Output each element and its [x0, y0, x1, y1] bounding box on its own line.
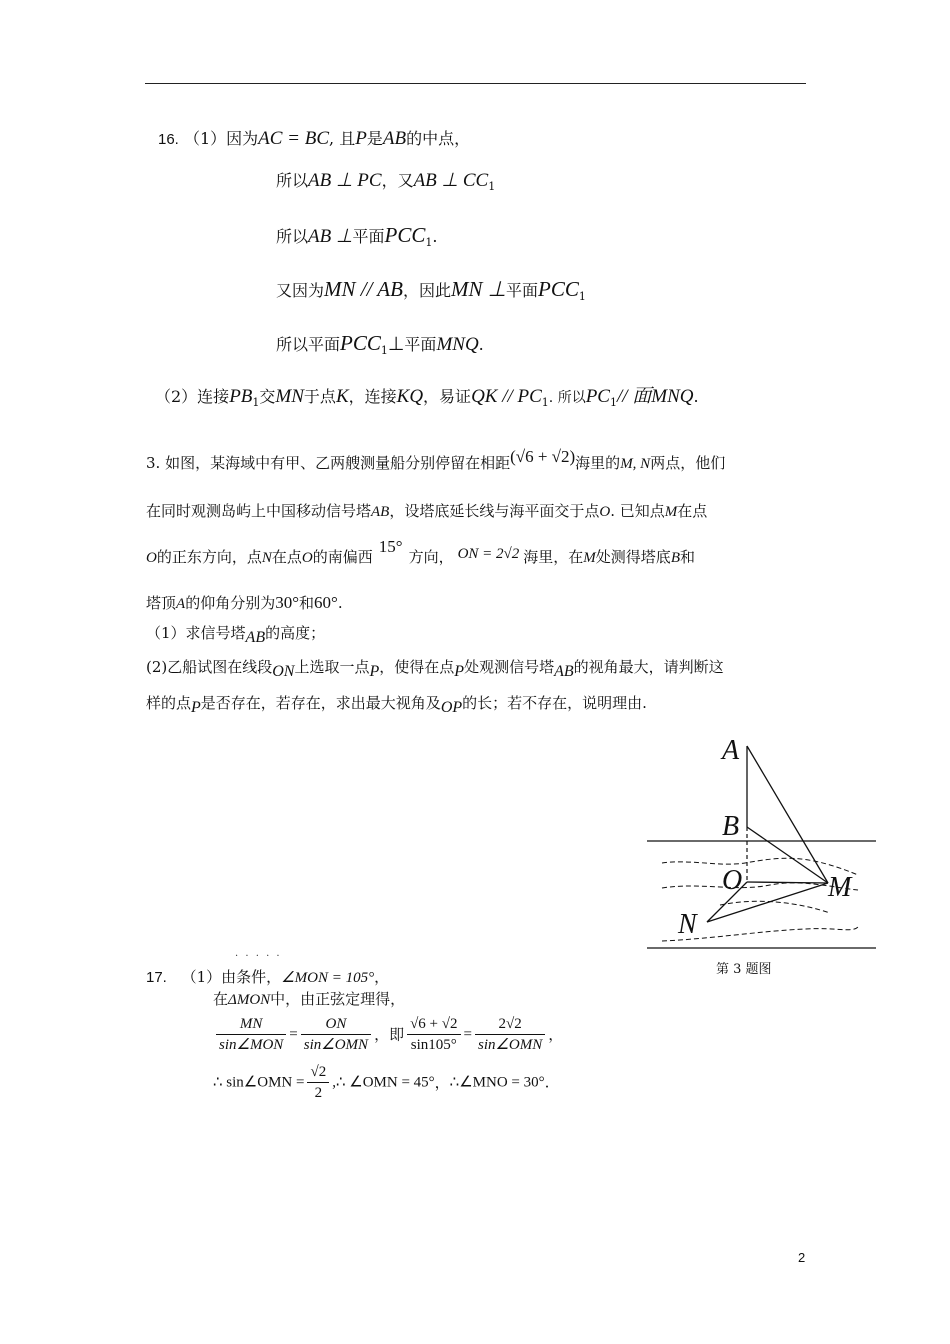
numerator: √2	[310, 1064, 327, 1080]
math: AB	[371, 504, 390, 520]
q3-line-7	[146, 692, 647, 715]
text: ，	[548, 1025, 564, 1044]
text: 所以	[276, 227, 309, 246]
text: （2）连接	[155, 387, 230, 406]
math: B	[670, 550, 680, 566]
dot-marks: . . . . .	[235, 948, 282, 959]
text: 样的点	[146, 694, 192, 712]
text: 3. 如图，某海域中有甲、乙两艘测量船分别停留在相距	[146, 454, 511, 472]
label-n: N	[678, 909, 697, 940]
q16-line-3	[276, 224, 437, 254]
q17-line-4	[213, 1062, 549, 1103]
text: 是	[366, 129, 383, 148]
geometry-figure	[640, 735, 880, 955]
text: ，易证	[423, 387, 472, 406]
denominator: sin105°	[407, 1034, 460, 1055]
subscript: 1	[488, 180, 496, 194]
text: 所以平面	[276, 335, 341, 354]
math: AB ⊥ CC	[413, 170, 489, 191]
text: 和	[299, 594, 315, 612]
q17-line-3	[213, 1014, 563, 1055]
math: MNQ	[651, 386, 694, 407]
math: AB ⊥ PC	[308, 170, 382, 191]
segment-am	[747, 746, 828, 883]
math: PCC	[340, 331, 381, 355]
q16-line-4	[276, 278, 586, 308]
math: MN // AB	[324, 277, 403, 301]
math: AB	[245, 629, 266, 646]
text: 的仰角分别为	[185, 594, 276, 612]
math: P	[355, 128, 367, 149]
segment-bm	[747, 827, 828, 883]
math: P	[369, 663, 380, 680]
math: M	[583, 550, 596, 566]
math: ΔMON	[228, 992, 271, 1008]
q3-line-6	[146, 656, 724, 679]
text: 是否存在，若存在，求出最大视角及	[200, 694, 441, 712]
math: KQ	[396, 386, 424, 407]
text: .	[478, 335, 484, 354]
math: O	[146, 550, 157, 566]
text: 中，由正弦定理得，	[270, 990, 406, 1008]
text: 在点	[677, 502, 708, 520]
q16-label: 16.	[158, 131, 179, 148]
numerator: √6 + √2	[410, 1016, 458, 1032]
math: M	[664, 504, 678, 520]
q17-line-1	[146, 966, 389, 989]
text: （1）由条件，	[181, 968, 282, 986]
math: AB	[554, 663, 574, 680]
math: A	[176, 596, 186, 612]
label-m: M	[828, 872, 852, 903]
text: ，连接	[348, 387, 397, 406]
math: MNQ	[436, 334, 479, 355]
text: 平面	[404, 335, 437, 354]
numerator: MN	[239, 1016, 263, 1032]
math: N	[261, 550, 272, 566]
fraction-2sqrt2-over-sin-omn	[475, 1014, 545, 1055]
subscript: 1	[425, 236, 433, 250]
q3-line-2	[146, 500, 707, 523]
text: 在点	[271, 548, 302, 566]
text: 海里，在	[523, 548, 584, 566]
q3-line-3	[146, 537, 695, 569]
math: ,∴ ∠OMN = 45°	[332, 1074, 435, 1091]
text: ，	[374, 968, 390, 986]
q16-line-6	[155, 386, 699, 414]
text: . 所以	[548, 390, 586, 406]
math: PB	[229, 386, 253, 407]
math: =	[463, 1026, 472, 1043]
math: M, N	[620, 456, 651, 472]
math: MN ⊥	[450, 277, 507, 301]
text: 的正东方向，点	[156, 548, 262, 566]
math: ON = 2√2	[457, 546, 520, 562]
text: 交	[259, 387, 276, 406]
math: ∠MON = 105°	[281, 970, 375, 986]
wave-curve-3	[720, 901, 830, 913]
text: ，	[434, 1073, 450, 1092]
q3-line-5	[146, 622, 325, 645]
text: ，使得在点	[379, 658, 455, 676]
math: K	[335, 386, 349, 407]
figure-caption: 第 3 题图	[716, 962, 772, 977]
denominator: sin∠OMN	[301, 1034, 371, 1055]
text: 海里的	[575, 454, 621, 472]
math: (√6 + √2)	[510, 447, 576, 466]
math: ∴∠MNO = 30°	[449, 1074, 545, 1091]
text: . 已知点	[610, 502, 665, 520]
math: =	[289, 1026, 298, 1043]
text: 于点	[303, 387, 336, 406]
subscript: 1	[578, 290, 586, 304]
text: 所以	[276, 171, 309, 190]
text: ，因此	[402, 281, 451, 300]
math: P	[191, 699, 201, 716]
text: ，即	[374, 1025, 405, 1044]
text: 和	[679, 548, 695, 566]
math: // 面	[616, 386, 652, 407]
math: QK // PC	[471, 386, 542, 407]
math: PC	[585, 386, 610, 407]
math: P	[454, 663, 465, 680]
text: 平面	[352, 227, 385, 246]
segment-om	[747, 882, 828, 883]
text: 的长；若不存在，说明理由.	[462, 694, 647, 712]
math: ON	[272, 663, 295, 680]
subscript: 1	[380, 344, 388, 358]
fraction-mn-over-sin-mon	[216, 1014, 286, 1055]
text: 上选取一点	[294, 658, 370, 676]
text: 在同时观测岛屿上中国移动信号塔	[146, 502, 372, 520]
math: O	[599, 504, 611, 520]
q3-line-1	[146, 447, 726, 475]
text: 两点，他们	[650, 454, 726, 472]
math: AB	[382, 128, 407, 149]
math: O	[301, 550, 313, 566]
text: 的视角最大，请判断这	[573, 658, 724, 676]
label-o: O	[722, 865, 743, 896]
text: .	[693, 387, 699, 406]
text: ，又	[381, 171, 414, 190]
text: (2)乙船试图在线段	[146, 658, 273, 676]
subscript: 1	[541, 396, 549, 410]
math: PCC	[538, 277, 579, 301]
text: 处观测信号塔	[464, 658, 555, 676]
text: ，设塔底延长线与海平面交于点	[389, 502, 600, 520]
math: ⊥	[387, 334, 405, 355]
fraction-sqrt2-over-2	[307, 1062, 329, 1103]
text: 方向，	[408, 548, 454, 566]
text: 的中点，	[406, 129, 471, 148]
q17-line-2	[213, 988, 405, 1011]
text: 的南偏西	[312, 548, 373, 566]
fraction-on-over-sin-omn	[301, 1014, 371, 1055]
math: AB ⊥	[308, 226, 353, 247]
math: 30°	[275, 593, 300, 612]
text: 塔顶	[146, 594, 177, 612]
math: PCC	[384, 223, 426, 247]
fraction-sqrt-sum-over-sin105	[407, 1014, 460, 1055]
math: OP	[440, 699, 463, 716]
subscript: 1	[252, 396, 260, 410]
page-number: 2	[798, 1250, 806, 1265]
text: 在	[213, 990, 229, 1008]
text: 的高度；	[265, 624, 326, 642]
label-b: B	[722, 811, 740, 842]
denominator: sin∠MON	[216, 1034, 286, 1055]
text: （1）求信号塔	[146, 624, 246, 642]
math: 60°	[314, 593, 338, 612]
text: 平面	[506, 281, 539, 300]
subscript: 1	[609, 396, 617, 410]
math: ∴ sin∠OMN =	[213, 1074, 305, 1091]
numerator: 2√2	[498, 1016, 522, 1032]
text: .	[544, 1073, 550, 1092]
text: 又因为	[276, 281, 325, 300]
numerator: ON	[325, 1016, 347, 1032]
text: 处测得塔底	[595, 548, 671, 566]
denominator: sin∠OMN	[475, 1034, 545, 1055]
header-rule	[145, 83, 806, 84]
denominator: 2	[307, 1082, 329, 1103]
text: , 且	[329, 129, 356, 148]
math: AC = BC	[258, 128, 330, 149]
q17-label: 17.	[146, 969, 167, 986]
q3-line-4	[146, 592, 343, 615]
math: 15°	[378, 537, 403, 556]
q16-line-5	[276, 332, 484, 362]
q16-line-1	[158, 128, 470, 151]
label-a: A	[722, 735, 740, 766]
text: （1）因为	[183, 129, 259, 148]
text: .	[337, 594, 343, 612]
math: MN	[275, 386, 304, 407]
q16-line-2	[276, 170, 495, 198]
text: .	[432, 227, 438, 246]
